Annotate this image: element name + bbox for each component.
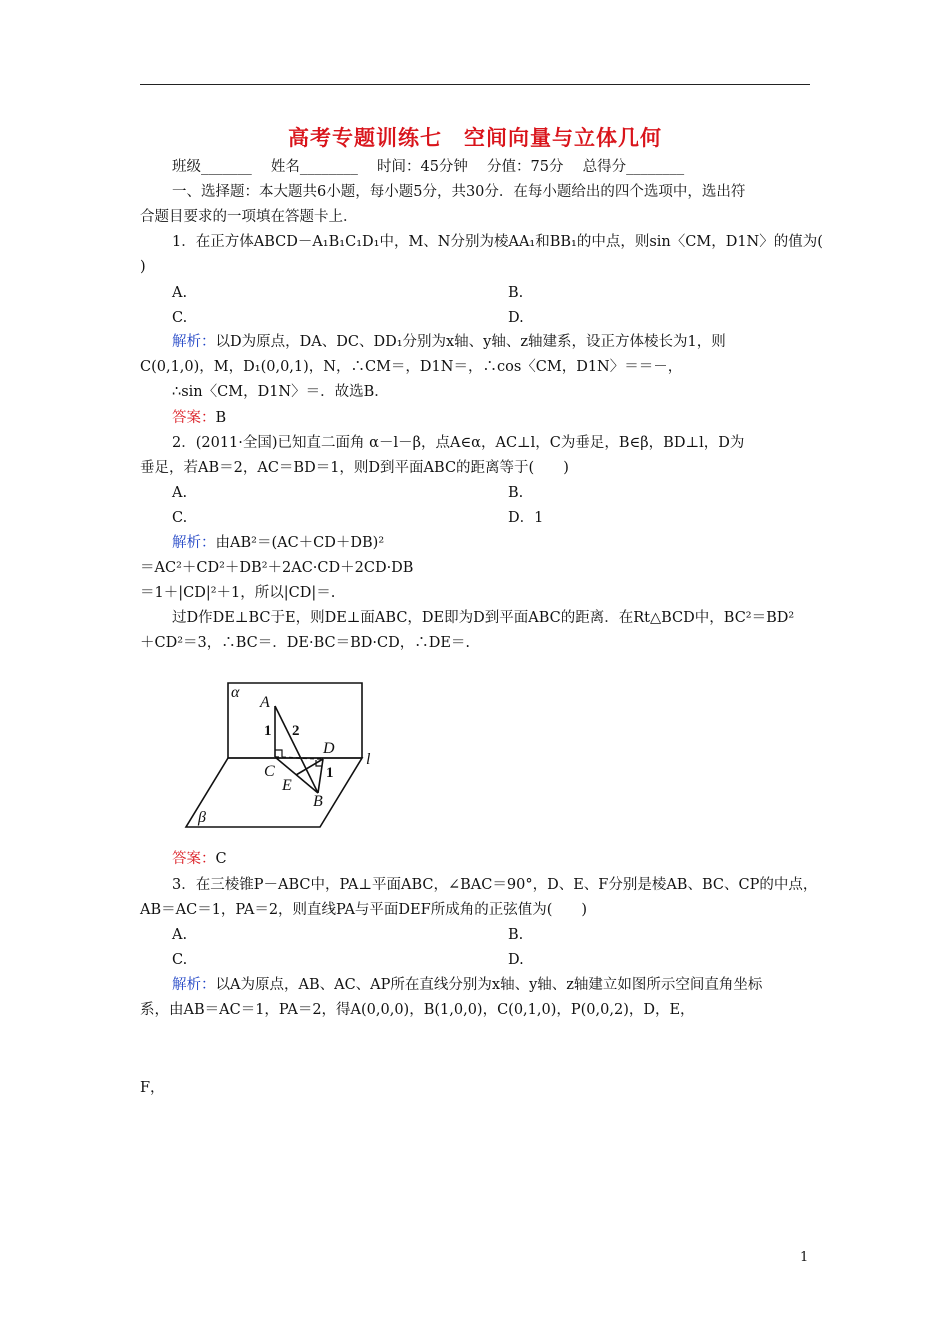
label-d: D <box>323 740 335 757</box>
q1-option-b: B. <box>508 285 524 301</box>
label-beta: β <box>198 809 206 826</box>
label-length-ab: 2 <box>292 723 300 739</box>
q1-answer-label: 答案： <box>172 410 216 426</box>
q1-answer <box>172 408 226 428</box>
q3-analysis-label: 解析： <box>172 977 216 993</box>
q2-answer-label: 答案： <box>172 851 216 867</box>
q1-answer-value: B <box>215 410 227 426</box>
label-alpha: α <box>231 684 240 701</box>
q1-stem-line-1: 1．在正方体ABCD－A₁B₁C₁D₁中，M、N分别为棱AA₁和BB₁的中点，则sin〈CM，D1N〉的值为( <box>172 234 823 250</box>
page-title: 高考专题训练七 空间向量与立体几何 <box>288 126 662 150</box>
q3-option-a: A. <box>172 927 188 943</box>
dihedral-angle-figure <box>180 676 380 836</box>
q3-option-d: D. <box>508 952 524 968</box>
header-rule <box>140 84 810 85</box>
q2-option-c: C. <box>172 510 188 526</box>
q1-analysis-line-1 <box>172 332 726 352</box>
q3-analysis-line-1 <box>172 975 762 995</box>
label-e: E <box>282 777 292 794</box>
q2-option-a: A. <box>172 485 188 501</box>
q2-analysis-text-1: 由AB²＝(AC＋CD＋DB)² <box>215 535 385 551</box>
q2-stem-line-1: 2．(2011·全国)已知直二面角 α－l－β，点A∈α，AC⊥l，C为垂足，B∈β，BD⊥l，D为 <box>172 435 745 451</box>
q3-option-c: C. <box>172 952 188 968</box>
q1-analysis-label: 解析： <box>172 334 216 350</box>
q1-analysis-text-1: 以D为原点，DA、DC、DD₁分别为x轴、y轴、z轴建系，设正方体棱长为1，则 <box>215 334 726 350</box>
q2-analysis-label: 解析： <box>172 535 216 551</box>
q1-analysis-line-2: C(0,1,0)，M，D₁(0,0,1)，N，∴CM＝，D1N＝，∴cos〈CM，D1N〉＝＝－， <box>140 359 683 375</box>
q2-option-b: B. <box>508 485 524 501</box>
q3-analysis-text-1: 以A为原点，AB、AC、AP所在直线分别为x轴、y轴、z轴建立如图所示空间直角坐标 <box>215 977 763 993</box>
q2-answer <box>172 849 227 869</box>
q3-analysis-line-2: 系，由AB＝AC＝1，PA＝2，得A(0,0,0)，B(1,0,0)，C(0,1,0)，P(0,0,2)，D，E， <box>140 1002 695 1018</box>
q3-trailing-f: F， <box>140 1080 165 1096</box>
q1-option-c: C. <box>172 310 188 326</box>
q1-stem-line-2: ) <box>140 259 146 275</box>
q3-option-b: B. <box>508 927 524 943</box>
q1-analysis-line-3: ∴sin〈CM，D1N〉＝．故选B． <box>172 384 389 400</box>
q2-analysis-line-4: 过D作DE⊥BC于E，则DE⊥面ABC，DE即为D到平面ABC的距离．在Rt△BCD中，BC²＝BD² <box>172 610 795 626</box>
segment-de <box>296 759 323 775</box>
label-c: C <box>264 763 275 780</box>
label-length-bd: 1 <box>326 765 334 781</box>
section-intro-line-2: 合题目要求的一项填在答题卡上． <box>140 209 358 225</box>
q2-answer-value: C <box>215 851 227 867</box>
q3-stem-line-1: 3．在三棱锥P－ABC中，PA⊥平面ABC，∠BAC＝90°，D、E、F分别是棱AB、BC、CP的中点， <box>172 877 818 893</box>
q2-analysis-line-1 <box>172 533 384 553</box>
header-info: 班级_______ 姓名________ 时间：45分钟 分值：75分 总得分________ <box>172 159 685 175</box>
segment-bd <box>318 759 323 793</box>
q2-stem-line-2: 垂足，若AB＝2，AC＝BD＝1，则D到平面ABC的距离等于( ) <box>140 460 569 476</box>
q3-stem-line-2: AB＝AC＝1，PA＝2，则直线PA与平面DEF所成角的正弦值为( ) <box>140 902 588 918</box>
q2-analysis-line-2: ＝AC²＋CD²＋DB²＋2AC·CD＋2CD·DB <box>140 560 414 576</box>
q1-option-a: A. <box>172 285 188 301</box>
right-angle-mark-c <box>275 750 282 757</box>
label-length-ac: 1 <box>264 723 272 739</box>
section-intro-line-1: 一、选择题：本大题共6小题，每小题5分，共30分．在每小题给出的四个选项中，选出符 <box>172 184 746 200</box>
label-a: A <box>260 694 270 711</box>
page-number: 1 <box>800 1250 809 1265</box>
q2-option-d: D．1 <box>508 510 544 526</box>
q2-analysis-line-3: ＝1＋|CD|²＋1，所以|CD|＝. <box>140 585 336 601</box>
label-l: l <box>366 751 371 768</box>
label-b: B <box>313 793 323 810</box>
q2-analysis-line-5: ＋CD²＝3，∴BC＝．DE·BC＝BD·CD，∴DE＝. <box>140 635 471 651</box>
q1-option-d: D. <box>508 310 524 326</box>
